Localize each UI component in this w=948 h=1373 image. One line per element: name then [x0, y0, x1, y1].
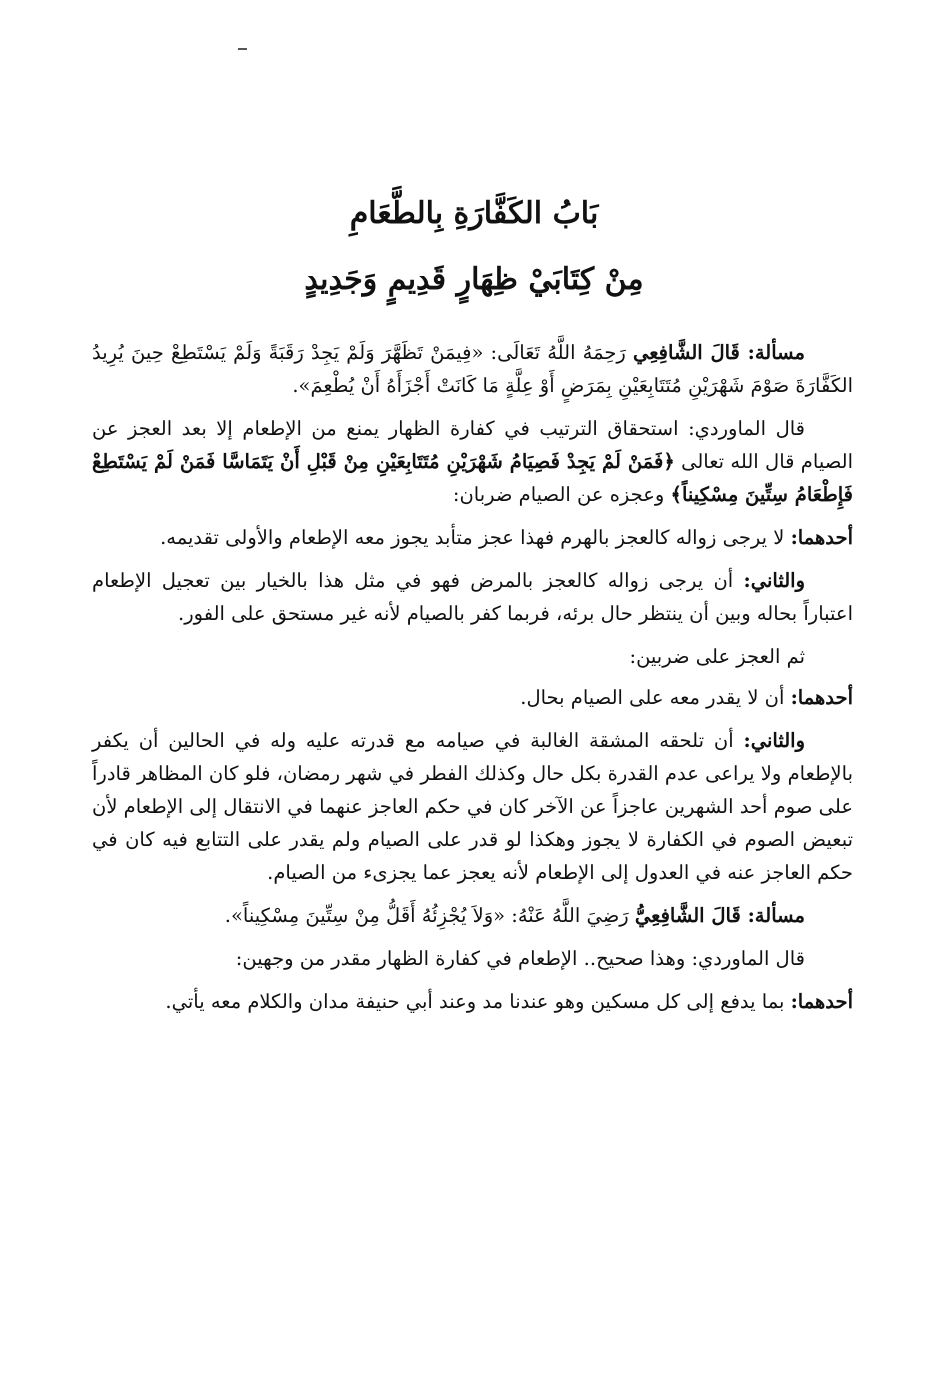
paragraph-lead: والثاني: [743, 729, 805, 752]
paragraph-lead: مسألة: قَالَ الشَّافِعِي [633, 341, 805, 364]
paragraph-mawardi-2 [92, 942, 853, 975]
paragraph-lead: أحدهما: [790, 526, 853, 549]
paragraph-two-kinds [92, 640, 853, 673]
paragraph-text: وعجزه عن الصيام ضربان: [452, 483, 671, 506]
chapter-title: بَابُ الكَفَّارَةِ بِالطَّعَامِ [349, 196, 599, 231]
body-text [92, 336, 853, 1028]
paragraph-lead: أحدهما: [790, 990, 853, 1013]
paragraph-mawardi-1 [92, 412, 853, 511]
paragraph-text: ثم العجز على ضربين: [629, 645, 805, 668]
paragraph-first-aspect [92, 985, 853, 1018]
paragraph-text: قال الماوردي: استحقاق الترتيب في كفارة الظهار يمنع من الإطعام إلا بعد العجز عن الصيام قال الله تعالى [92, 417, 853, 473]
paragraph-masala-1 [92, 336, 853, 402]
paragraph-text: بما يدفع إلى كل مسكين وهو عندنا مد وعند أبي حنيفة مدان والكلام معه يأتي. [165, 990, 791, 1013]
paragraph-text: رَحِمَهُ اللَّهُ تَعَالَى: «فِيمَنْ تَظَهَّرَ وَلَمْ يَجِدْ رَقَبَةً وَلَمْ يَسْتَطِعْ حِينَ يُرِيدُ الكَفَّارَةَ صَوْمَ شَهْرَيْنِ مُتَتَابِعَيْنِ بِمَرَضٍ أَوْ عِلَّةٍ مَا كَانَتْ أَجْزَأَهُ أَنْ يُطْعِمَ». [92, 341, 853, 397]
chapter-subtitle: مِنْ كِتَابَيْ ظِهَارٍ قَدِيمٍ وَجَدِيدٍ [304, 262, 644, 297]
paragraph-lead: مسألة: قَالَ الشَّافِعِيُّ [634, 904, 805, 927]
paragraph-text: لا يرجى زواله كالعجز بالهرم فهذا عجز متأبد يجوز معه الإطعام والأولى تقديمه. [160, 526, 791, 549]
paragraph-text: أن يرجى زواله كالعجز بالمرض فهو في مثل هذا بالخيار بين تعجيل الإطعام اعتباراً بحاله وبين أن ينتظر حال برئه، فربما كفر بالصيام لأنه غير مستحق على الفور. [92, 569, 853, 625]
paragraph-first-kind [92, 681, 853, 714]
paragraph-second-type [92, 564, 853, 630]
paragraph-text: أن تلحقه المشقة الغالبة في صيامه مع قدرته عليه وله في الحالين أن يكفر بالإطعام ولا يراعى عدم القدرة بكل حال وكذلك الفطر في شهر رمضان، فلو كان المظاهر قادراً على صوم أحد الشهرين عاجزاً عن الآخر كان في حكم العاجز عنهما في الانتقال إلى الإطعام لأن تبعيض الصوم في الكفارة لا يجوز وهكذا لو قدر على الصيام ولم يقدر على التتابع فيه كان في حكم العاجز عنه في العدول إلى الإطعام لأنه يعجز عما يجزىء من الصيام. [92, 729, 853, 884]
paragraph-first-type [92, 521, 853, 554]
scan-mark [238, 48, 247, 50]
paragraph-text: قال الماوردي: وهذا صحيح.. الإطعام في كفارة الظهار مقدر من وجهين: [235, 947, 805, 970]
chapter-heading [100, 192, 848, 302]
paragraph-text: أن لا يقدر معه على الصيام بحال. [520, 686, 791, 709]
paragraph-masala-2 [92, 899, 853, 932]
paragraph-lead: والثاني: [743, 569, 805, 592]
quran-quote: ﴿فَمَنْ لَمْ يَجِدْ فَصِيَامُ شَهْرَيْنِ مُتَتَابِعَيْنِ مِنْ قَبْلِ أَنْ يَتَمَاسَّا فَمَنْ لَمْ يَسْتَطِعْ فَإِطْعَامُ سِتِّينَ مِسْكِيناً﴾ [92, 450, 853, 506]
paragraph-text: رَضِيَ اللَّهُ عَنْهُ: «وَلاَ يُجْزِئُهُ أَقَلُّ مِنْ سِتِّينَ مِسْكِيناً». [224, 904, 635, 927]
paragraph-second-kind [92, 724, 853, 889]
paragraph-lead: أحدهما: [790, 686, 853, 709]
